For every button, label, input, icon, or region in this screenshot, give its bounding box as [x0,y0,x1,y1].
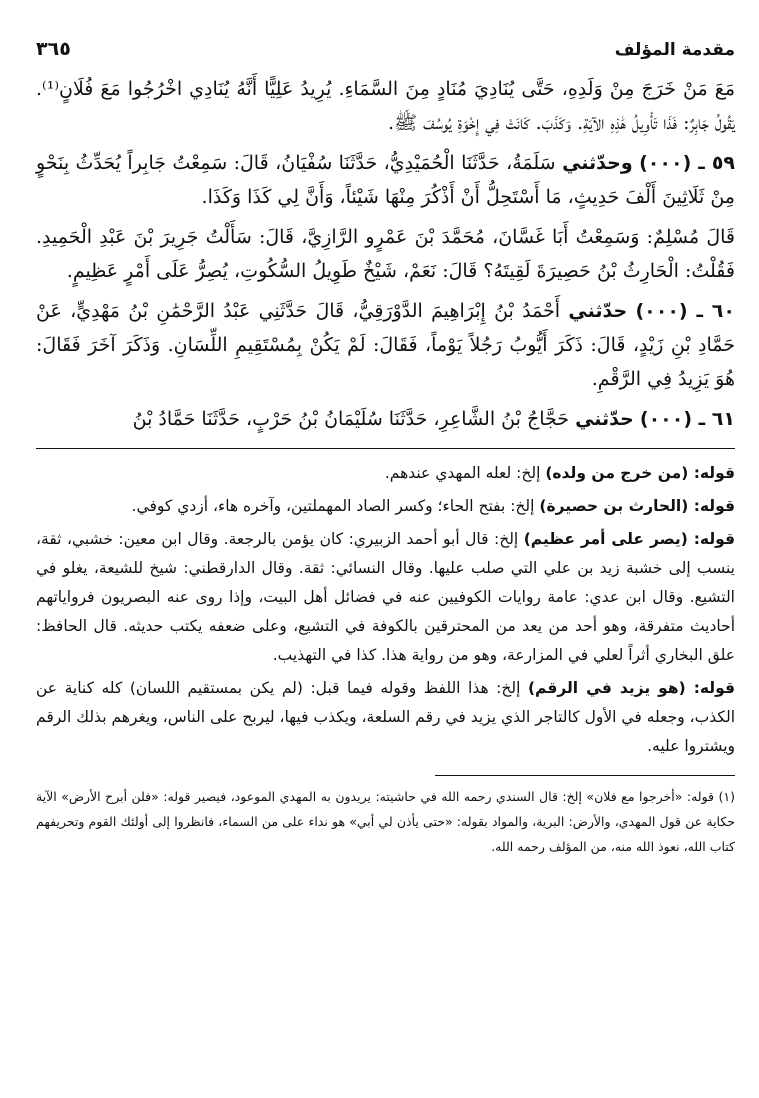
commentary-item [36,492,735,521]
hadith-61 [36,402,735,436]
hadith-number: ٦٠ ـ (٠٠٠) [635,300,735,322]
hadith-60 [36,294,735,396]
page-number: ٣٦٥ [36,38,71,60]
hadith-59 [36,146,735,214]
commentary-text: إلخ: هذا اللفظ وقوله فيما قبل: (لم يكن بمستقيم اللسان) كله كناية عن الكذب، وجعله في الأول كالتاجر الذي يزيد في رقم السلعة، ويكذب فيها، ليربح على الناس، ويغرهم بذلك الرقم ويشتروا عليه. [36,679,735,755]
commentary-lemma: قوله: (من خرج من ولده) [545,464,735,482]
main-text [36,72,735,436]
commentary-text: إلخ: لعله المهدي عندهم. [384,464,546,482]
hadith-keyword: حدّثني [575,408,634,430]
commentary-item [36,459,735,488]
hadith-text: سَلَمَةُ، حَدَّثَنَا الْحُمَيْدِيُّ، حَدَّثَنَا سُفْيَانُ، قَالَ: سَمِعْتُ جَابِراً يُحَدِّثُ بِنَحْوٍ مِنْ ثَلَاثِينَ أَلْفَ حَدِيثٍ، مَا أَسْتَحِلُّ أَنْ أَذْكُرَ مِنْهَا شَيْئاً، وَأَنَّ لِي كَذَا وَكَذَا. [36,152,735,208]
commentary-item [36,525,735,670]
hadith-number: ٥٩ ـ (٠٠٠) [639,152,736,174]
header-title: مقدمة المؤلف [614,40,735,60]
commentary [36,459,735,761]
commentary-lemma: قوله: (هو يزيد في الرقم) [527,679,735,697]
commentary-lemma: قوله: (يصر على أمر عظيم) [523,530,736,548]
muslim-statement: قَالَ مُسْلِمٌ: وَسَمِعْتُ أَبَا غَسَّانَ، مُحَمَّدَ بْنَ عَمْرٍو الرَّازِيَّ، قَالَ: سَأَلْتُ جَرِيرَ بْنَ عَبْدِ الْحَمِيدِ. فَقُلْتُ: الْحَارِثُ بْنُ حَصِيرَةَ لَقِيتَهُ؟ قَالَ: نَعَمْ، شَيْخٌ طَوِيلُ السُّكُوتِ، يُصِرُّ عَلَى أَمْرٍ عَظِيمٍ. [36,226,735,282]
page [36,38,735,1078]
hadith-number: ٦١ ـ (٠٠٠) [639,408,735,430]
hadith-text: أَحْمَدُ بْنُ إِبْرَاهِيمَ الدَّوْرَقِيُّ، قَالَ حَدَّثَنِي عَبْدُ الرَّحْمَٰنِ بْنُ مَهْدِيٍّ، عَنْ حَمَّادِ بْنِ زَيْدٍ، قَالَ: ذَكَرَ أَيُّوبُ رَجُلاً يَوْماً، فَقَالَ: لَمْ يَكُنْ بِمُسْتَقِيمِ اللِّسَانِ. وَذَكَرَ آخَرَ فَقَالَ: هُوَ يَزِيدُ فِي الرَّقْمِ. [36,300,735,390]
hadith-text: حَجَّاجُ بْنُ الشَّاعِرِ، حَدَّثَنَا سُلَيْمَانُ بْنُ حَرْبٍ، حَدَّثَنَا حَمَّادُ بْنُ [132,408,570,430]
hadith-keyword: وحدّثني [562,152,633,174]
footnote-rule [435,775,735,776]
commentary-text: إلخ: بفتح الحاء؛ وكسر الصاد المهملتين، وآخره هاء، أزدي كوفي. [131,497,540,515]
commentary-separator [36,448,735,449]
hadith-keyword: حدّثني [568,300,628,322]
paragraph-continuation: مَعَ مَنْ خَرَجَ مِنْ وَلَدِهِ، حَتَّى يُنَادِيَ مُنَادٍ مِنَ السَّمَاءِ. يُرِيدُ عَلِيًّا أَنَّهُ يُنَادِي اخْرُجُوا مَعَ فُلَانٍ⁽¹⁾. يَقُولُ جَابِرٌ: فَذَا تَأْوِيلُ هَٰذِهِ الآيَةِ. وَكَذَبَ. كَانَتْ فِي إِخْوَةِ يُوسُفَ ﷺ. [36,78,735,134]
running-header [36,38,735,72]
footnote: (١) قوله: «أخرجوا مع فلان» إلخ: قال السندي رحمه الله في حاشيته: يريدون به المهدي الموعود، فيصير قوله: «فلن أبرح الأرض» الآية حكاية عن قول المهدي، والأرض: البرية، والمواد بقوله: «حتى يأذن لي أبي» هو نداء على من السماء، فانظروا إلى أولئك القوم وتحريفهم كتاب الله، نعوذ الله منه، من المؤلف رحمه الله. [36,789,735,854]
commentary-item [36,674,735,761]
commentary-lemma: قوله: (الحارث بن حصيرة) [539,497,735,515]
commentary-text: إلخ: قال أبو أحمد الزبيري: كان يؤمن بالرجعة. وقال ابن معين: خشبي، ثقة، ينسب إلى خشبة زيد بن علي التي صلب عليها. وقال النسائي: ثقة. وقال الدارقطني: شيخ للشيعة، يغلو في التشيع. وقال ابن عدي: عامة روايات الكوفيين عنه في فضائل أهل البيت، وإذا روى عنه البصريون فرواياتهم أحاديث متفرقة، وهو أحد من يعد من المحترقين بالكوفة في التشيع، وعلى ضعفه يكتب حديثه. قال الحافظ: علق البخاري أثراً لعلي في المزارعة، وهو من رواية هذا. كذا في التهذيب. [36,530,735,664]
